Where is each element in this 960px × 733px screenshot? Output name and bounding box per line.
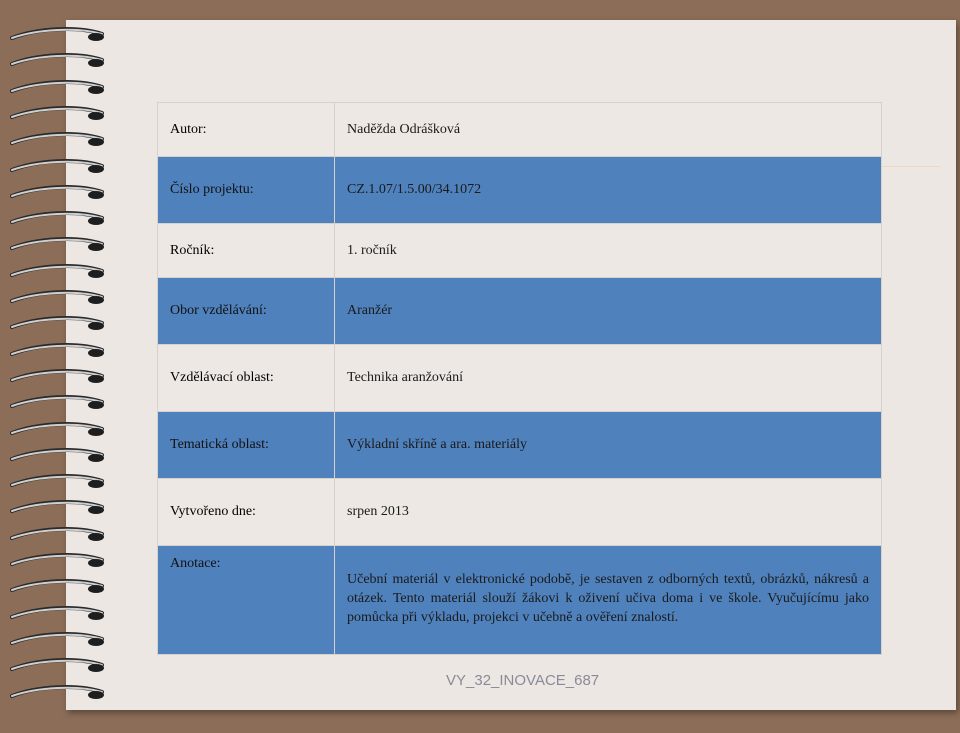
spiral-ring <box>8 79 108 99</box>
spiral-ring <box>8 26 108 46</box>
spiral-ring <box>8 631 108 651</box>
spiral-binding <box>0 20 110 710</box>
row-annotation <box>158 546 882 655</box>
spiral-ring <box>8 368 108 388</box>
created-value: srpen 2013 <box>335 479 882 546</box>
row-grade <box>158 224 882 278</box>
spiral-ring <box>8 289 108 309</box>
spiral-ring <box>8 184 108 204</box>
spiral-ring <box>8 499 108 519</box>
spiral-ring <box>8 526 108 546</box>
row-thematic-area <box>158 412 882 479</box>
project-number-value: CZ.1.07/1.5.00/34.1072 <box>335 157 882 224</box>
spiral-ring <box>8 158 108 178</box>
spiral-ring <box>8 236 108 256</box>
row-field <box>158 278 882 345</box>
spiral-ring <box>8 605 108 625</box>
project-info-table <box>157 102 882 655</box>
thematic-area-value: Výkladní skříně a ara. materiály <box>335 412 882 479</box>
annotation-label: Anotace: <box>158 546 335 655</box>
spiral-ring <box>8 447 108 467</box>
spiral-ring <box>8 131 108 151</box>
created-label: Vytvořeno dne: <box>158 479 335 546</box>
spiral-ring <box>8 473 108 493</box>
spiral-ring <box>8 552 108 572</box>
row-created <box>158 479 882 546</box>
footer-code: VY_32_INOVACE_687 <box>446 672 600 689</box>
field-label: Obor vzdělávání: <box>158 278 335 345</box>
page-rule-line <box>880 166 940 167</box>
spiral-ring <box>8 315 108 335</box>
spiral-ring <box>8 421 108 441</box>
spiral-ring <box>8 52 108 72</box>
spiral-ring <box>8 578 108 598</box>
row-author <box>158 103 882 157</box>
author-value: Naděžda Odrášková <box>335 103 882 157</box>
spiral-ring <box>8 105 108 125</box>
grade-label: Ročník: <box>158 224 335 278</box>
spiral-ring <box>8 684 108 704</box>
spiral-ring <box>8 657 108 677</box>
spiral-ring <box>8 263 108 283</box>
spiral-ring <box>8 210 108 230</box>
spiral-ring <box>8 342 108 362</box>
row-project-number <box>158 157 882 224</box>
field-value: Aranžér <box>335 278 882 345</box>
spiral-ring <box>8 394 108 414</box>
educational-area-label: Vzdělávací oblast: <box>158 345 335 412</box>
author-label: Autor: <box>158 103 335 157</box>
row-educational-area <box>158 345 882 412</box>
annotation-value: Učební materiál v elektronické podobě, je sestaven z odborných textů, obrázků, nákresů a otázek. Tento materiál slouží žákovi k oživení učiva doma i ve škole. Vyučujícímu jako pomůcka při výkladu, projekci v učebně a ověření znalostí. <box>335 546 882 655</box>
grade-value: 1. ročník <box>335 224 882 278</box>
project-number-label: Číslo projektu: <box>158 157 335 224</box>
educational-area-value: Technika aranžování <box>335 345 882 412</box>
thematic-area-label: Tematická oblast: <box>158 412 335 479</box>
